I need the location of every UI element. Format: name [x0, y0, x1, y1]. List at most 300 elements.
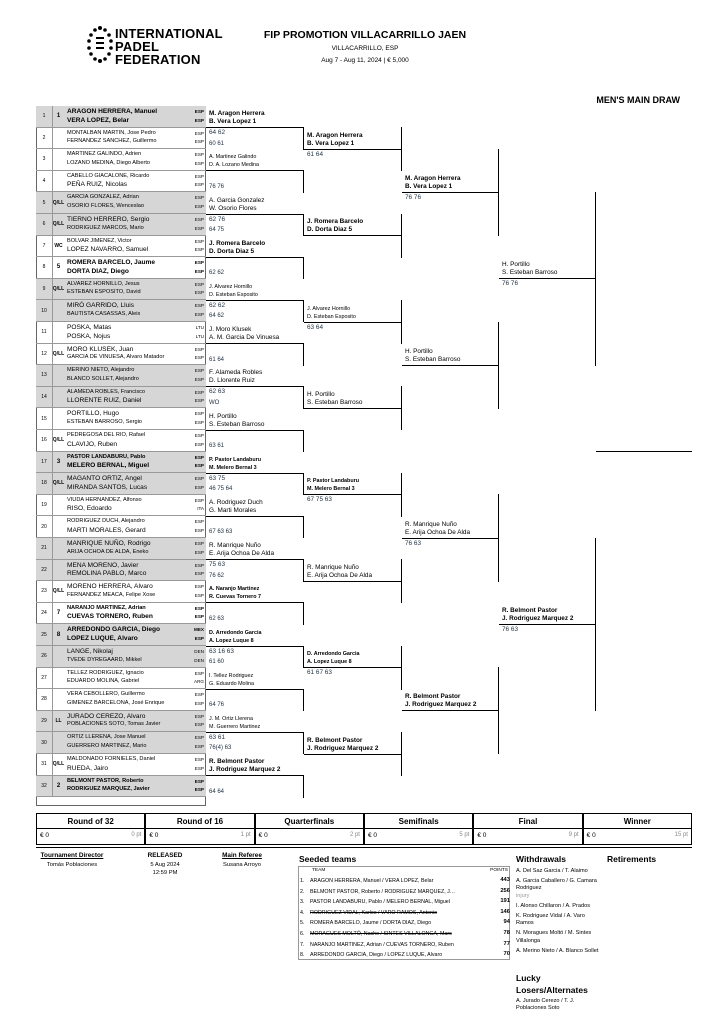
team-name: A. M. Garcia De Vinuesa	[209, 334, 280, 342]
match-score: 76 76	[209, 183, 225, 190]
team-name: M. Aragon Herrera	[405, 174, 461, 182]
withdrawal-entry: A. Merino Nieto / A. Blanco Sollet	[516, 947, 599, 954]
match-score: 76 63	[502, 625, 518, 633]
tournament-director	[36, 852, 108, 868]
player-name: FERNANDEZ MEACA, Felipe Xose	[67, 591, 156, 598]
round-name: Final	[518, 817, 538, 826]
match-score: 61 67 63	[307, 669, 332, 677]
player-country: ESP	[194, 614, 204, 620]
player-country: ESP	[194, 476, 204, 482]
team-name: D. Dorta Diaz 5	[307, 226, 353, 234]
match-score: 64 75	[209, 227, 225, 233]
bracket-line	[303, 473, 304, 496]
player-name: MERINO NIETO, Alejandro	[67, 367, 135, 374]
player-country: ESP	[194, 238, 204, 244]
match-score: 63 61	[209, 443, 225, 449]
team-name: D. Esteban Esposito	[307, 313, 356, 320]
player-name: NARANJO MARTINEZ, Adrian	[67, 604, 146, 611]
seeded-teams-title: Seeded teams	[299, 854, 357, 864]
player-name: TIERNO HERRERO, Sergio	[67, 216, 150, 223]
entry-status: 7	[56, 610, 61, 617]
seeded-team-points: 94	[503, 919, 510, 926]
player-country: ESP	[194, 743, 204, 749]
seeded-team-points: 256	[500, 887, 510, 894]
entry-status	[52, 408, 65, 429]
player-country: ESP	[194, 130, 204, 136]
bracket-line	[303, 170, 304, 193]
draw-position: 17	[36, 452, 53, 473]
bracket-line	[401, 473, 402, 517]
draw-position: 8	[36, 257, 53, 278]
player-country: ARG	[194, 679, 204, 685]
team-name: A. Naranjo Martinez	[209, 586, 260, 593]
team-name: J. Rodriguez Marquez 2	[502, 614, 574, 622]
team-name: R. Belmont Pastor	[502, 606, 558, 614]
withdrawals-title: Withdrawals	[516, 854, 566, 864]
withdrawals-list	[516, 868, 600, 958]
bracket-line	[498, 667, 499, 754]
player-country: ESP	[194, 463, 204, 469]
team-name: J. Alvarez Hornillo	[307, 305, 351, 312]
released-time: 12:59 PM	[152, 870, 178, 876]
td-label: Tournament Director	[40, 852, 104, 859]
player-country: ESP	[194, 376, 204, 382]
player-name: FERNANDEZ SANCHEZ, Guillermo	[67, 138, 157, 145]
team-name: B. Vera Lopez 1	[405, 182, 453, 190]
bracket-line	[206, 732, 304, 733]
bracket-line	[303, 127, 304, 150]
draw-row	[36, 668, 206, 690]
match-score: 60 61	[209, 140, 225, 147]
player-name: MANRIQUE NUÑO, Rodrigo	[67, 540, 151, 547]
withdrawal-entry: K. Rodriguez Vidal / A. Varo Ramos	[516, 913, 585, 927]
draw-position: 14	[36, 387, 53, 408]
entry-status	[52, 646, 65, 667]
entry-status: 5	[56, 264, 61, 271]
player-country: ESP	[194, 109, 204, 114]
footer-divider	[36, 847, 692, 848]
round-prize: € 0	[40, 832, 50, 839]
bracket-line	[304, 322, 402, 323]
player-country: ESP	[194, 247, 204, 253]
cell-divider	[256, 828, 363, 829]
bracket-line	[206, 775, 304, 776]
team-name: B. Vera Lopez 1	[209, 118, 257, 126]
bracket-line	[595, 538, 596, 712]
bracket-line	[402, 538, 499, 539]
player-country: ESP	[194, 217, 204, 222]
draw-position: 31	[36, 754, 53, 775]
seeded-team-name: BELMONT PASTOR, Roberto / RODRIGUEZ MARQUEZ, J…	[310, 888, 456, 895]
player-country: ESP	[194, 160, 204, 166]
player-name: LOPEZ NAVARRO, Samuel	[67, 246, 149, 254]
bracket-line	[206, 516, 304, 517]
player-country: ESP	[194, 389, 204, 395]
round-prize: € 0	[477, 832, 487, 839]
player-name: ALVAREZ HORNILLO, Jesus	[67, 280, 140, 287]
team-name: M. Guerrero Martinez	[209, 723, 261, 730]
draw-position: 22	[36, 560, 53, 581]
match-score: 62 62	[209, 301, 225, 309]
tournament-title: FIP PROMOTION VILLACARRILLO JAEN	[263, 29, 467, 41]
player-name: MELERO BERNAL, Miguel	[67, 462, 150, 470]
draw-row	[36, 365, 206, 387]
player-country: ESP	[194, 562, 204, 568]
player-country: ESP	[194, 765, 204, 771]
bracket-line	[206, 559, 304, 560]
player-name: LLORENTE RUIZ, Daniel	[67, 397, 142, 405]
seeded-team-points: 70	[503, 951, 510, 958]
draw-row	[36, 171, 225, 193]
player-country: ESP	[194, 268, 204, 274]
seeded-team-row	[300, 887, 510, 898]
player-name: POBLACIONES SOTO, Tomas Javier	[67, 721, 161, 728]
player-name: BELMONT PASTOR, Roberto	[67, 777, 144, 784]
draw-position: 2	[36, 128, 53, 149]
seeded-team-points: 443	[500, 877, 510, 883]
draw-row	[36, 430, 225, 452]
bracket-line	[206, 343, 304, 344]
match-score: 76(4) 63	[209, 745, 232, 752]
draw-row	[36, 776, 225, 798]
seeded-team-name: NARANJO MARTINEZ, Adrian / CUEVAS TORNERO, Ruben	[310, 941, 454, 948]
entry-status: Q/LL	[52, 350, 65, 357]
team-name: E. Arija Ochoa De Alda	[209, 550, 275, 558]
release-info	[135, 852, 195, 876]
round-points: 9 pt	[568, 832, 579, 838]
draw-position: 7	[36, 236, 53, 257]
round-name: Semifinals	[398, 817, 439, 826]
td-name: Tomás Poblaciones	[46, 862, 98, 868]
cell-divider	[474, 828, 581, 829]
bracket-line	[303, 343, 304, 366]
withdrawal-entry: N. Moragues Moltó / M. Sintes Villalonga	[516, 930, 592, 944]
player-name: BLANCO SOLLET, Alejandro	[67, 375, 139, 382]
match-score: 63 16 63	[209, 647, 234, 655]
bracket-line	[303, 257, 304, 280]
player-country: ESP	[194, 584, 204, 590]
team-name: W. Osorio Flores	[209, 204, 257, 212]
player-name: RISO, Edoardo	[67, 505, 112, 513]
match-score: 76 76	[502, 280, 518, 288]
draw-row	[36, 279, 206, 301]
player-name: ESTEBAN ESPOSITO, David	[67, 289, 141, 296]
match-score: 62 63	[209, 388, 225, 396]
team-name: R. Belmont Pastor	[405, 693, 461, 701]
draw-row	[36, 754, 206, 776]
player-name: RODRIGUEZ MARCOS, Mario	[67, 224, 144, 231]
entry-status: LL	[55, 718, 62, 725]
team-name: D. Arredondo Garcia	[307, 651, 360, 658]
entry-status	[52, 732, 65, 753]
draw-row	[36, 149, 206, 171]
seed-number: 8.	[300, 952, 305, 959]
player-country: ESP	[194, 311, 204, 317]
entry-status: 1	[56, 113, 61, 120]
match-score: 63 64	[307, 323, 323, 331]
entry-status: WC	[54, 242, 63, 249]
bracket-line	[401, 300, 402, 344]
draw-position: 18	[36, 473, 53, 494]
player-country: ESP	[194, 541, 204, 546]
player-country: LTU	[195, 325, 204, 330]
player-country: MEX	[194, 627, 204, 633]
team-name: S. Esteban Barroso	[405, 355, 461, 363]
player-name: TELLEZ RODRIGUEZ, Ignacio	[67, 669, 144, 676]
round-points: 5 pt	[459, 832, 470, 838]
player-country: ESP	[194, 484, 204, 490]
released-label: RELEASED	[147, 852, 183, 859]
player-name: LOPEZ LUQUE, Alvaro	[67, 634, 138, 642]
bracket-line	[401, 559, 402, 603]
player-country: ESP	[194, 692, 204, 698]
team-name: D. Arredondo Garcia	[209, 629, 262, 636]
team-name: M. Melero Bernal 3	[307, 486, 355, 493]
player-name: PASTOR LANDABURU, Pablo	[67, 453, 146, 460]
match-score: 63 61	[209, 733, 225, 741]
entry-status	[52, 171, 65, 192]
player-country: ESP	[194, 419, 204, 425]
entry-status: Q/LL	[52, 761, 65, 768]
player-country: ESP	[194, 735, 204, 741]
player-country: ESP	[194, 260, 204, 266]
match-score: 61 64	[307, 150, 323, 158]
player-name: PEÑA RUIZ, Nicolas	[67, 181, 128, 189]
team-name: H. Portillo	[209, 412, 237, 420]
bracket-line	[402, 192, 499, 193]
match-score: 62 63	[209, 615, 225, 622]
draw-position: 28	[36, 689, 53, 710]
player-name: TVEDE DYREGAARD, Mikkel	[67, 656, 142, 663]
team-name: S. Esteban Barroso	[502, 269, 558, 277]
cell-divider	[365, 828, 472, 829]
bracket-line	[206, 689, 304, 690]
team-name: M. Aragon Herrera	[307, 131, 363, 139]
team-name: J. Romera Barcelo	[209, 239, 266, 247]
player-country: ESP	[194, 571, 204, 577]
player-country: ITA	[197, 506, 204, 512]
round-points-cell	[583, 813, 692, 845]
draw-position: 32	[36, 776, 53, 797]
draw-row	[36, 711, 206, 733]
bracket-line	[206, 473, 304, 474]
team-name: E. Arija Ochoa De Alda	[405, 528, 471, 536]
entry-status: Q/LL	[52, 286, 65, 293]
draw-position: 10	[36, 300, 53, 321]
seeded-team-row	[300, 950, 510, 961]
team-name: D. Dorta Diaz 5	[209, 247, 255, 255]
seeded-team-row	[300, 918, 510, 929]
player-name: ALAMEDA ROBLES, Francisco	[67, 388, 146, 395]
player-name: MENA MORENO, Javier	[67, 561, 139, 569]
tournament-location: VILLACARRILLO, ESP	[331, 45, 399, 52]
player-name: ARIJA OCHOA DE ALDA, Eneko	[67, 548, 149, 555]
bracket-line	[206, 214, 304, 215]
entry-status: 3	[56, 458, 61, 465]
match-score: WO	[209, 399, 220, 406]
draw-row	[36, 581, 206, 603]
tournament-dates: Aug 7 - Aug 11, 2024 | € 5,000	[321, 57, 409, 64]
player-name: MORENO HERRERA, Alvaro	[67, 583, 153, 591]
team-name: J. M. Ortiz Llerena	[209, 715, 254, 722]
match-score: 76 63	[405, 539, 421, 547]
seeded-team-name: ROMERA BARCELO, Jaume / DORTA DIAZ, Diego	[310, 920, 432, 927]
bracket-line	[303, 689, 304, 712]
team-name: J. Romera Barcelo	[307, 218, 364, 226]
player-country: ESP	[194, 173, 204, 179]
match-score: 64 62	[209, 313, 225, 320]
entry-status	[52, 495, 65, 516]
seed-number: 4.	[300, 909, 305, 916]
player-name: LANGE, Nikolaj	[67, 648, 113, 655]
bracket-line	[595, 192, 596, 366]
entry-status	[52, 560, 65, 581]
player-country: ESP	[194, 722, 204, 728]
team-name: J. Rodriguez Marquez 2	[405, 701, 477, 709]
draw-position: 16	[36, 430, 53, 451]
withdrawal-entry: A. Del Saz Garcia / T. Alaimo	[516, 868, 588, 874]
bracket-line	[401, 646, 402, 690]
team-name: J. Rodriguez Marquez 2	[307, 744, 379, 752]
team-name: R. Manrique Nuño	[405, 520, 457, 528]
player-name: DORTA DIAZ, Diego	[67, 267, 129, 275]
player-name: LOZANO MEDINA, Diego Alberto	[67, 159, 151, 166]
bracket-line	[499, 278, 596, 279]
bracket-line	[402, 710, 499, 711]
seed-number: 1.	[300, 878, 305, 884]
team-name: J. Rodriguez Marquez 2	[209, 766, 281, 774]
match-score: 64 76	[209, 702, 225, 709]
match-score: 76 76	[405, 193, 421, 201]
draw-row	[36, 322, 206, 344]
bracket-line	[206, 170, 304, 171]
round-points: 0 pt	[131, 832, 142, 838]
round-prize: € 0	[586, 832, 596, 839]
bracket-line	[303, 602, 304, 625]
match-score: 61 64	[209, 356, 225, 363]
round-points-cell	[255, 813, 364, 845]
match-score: 62 76	[209, 215, 225, 223]
team-name: A. Garcia Gonzalez	[209, 196, 265, 204]
draw-position: 20	[36, 516, 53, 537]
round-prize: € 0	[149, 832, 159, 839]
player-country: ESP	[194, 139, 204, 145]
withdrawal-entry: injury	[516, 893, 530, 900]
draw-row	[36, 408, 206, 430]
team-name: R. Cuevas Tornero 7	[209, 594, 262, 601]
seed-number: 6.	[300, 931, 305, 937]
bracket-line	[499, 624, 596, 625]
match-score: 63 75	[209, 474, 225, 482]
draw-position: 26	[36, 646, 53, 667]
draw-position: 27	[36, 668, 53, 689]
player-name: BOLVAR JIMENEZ, Victor	[67, 237, 132, 244]
withdrawal-entry: I. Alonso Chillaron / A. Prados	[516, 903, 591, 910]
match-score: 67 63 63	[209, 529, 233, 536]
lucky-loser-entry: A. Jurado Cerezo / T. J. Poblaciones Soto	[516, 998, 575, 1012]
player-country: ESP	[194, 605, 204, 611]
player-name: MAGANTO ORTIZ, Angel	[67, 475, 142, 483]
player-name: JURADO CEREZO, Alvaro	[67, 712, 146, 720]
bracket-line	[304, 494, 402, 495]
player-country: ESP	[194, 527, 204, 533]
team-name: A. Martinez Galindo	[209, 154, 257, 161]
bracket-line	[206, 257, 304, 258]
player-name: MORO KLUSEK, Juan	[67, 345, 134, 353]
player-name: ARREDONDO GARCIA, Diego	[67, 626, 161, 634]
bracket-line	[206, 300, 304, 301]
team-name: R. Belmont Pastor	[307, 736, 363, 744]
player-name: CABELLO GIACALONE, Ricardo	[67, 172, 150, 179]
bracket-line	[303, 516, 304, 539]
fip-logo-icon	[86, 24, 114, 68]
team-name: P. Pastor Landaburu	[209, 456, 262, 463]
player-country: ESP	[194, 519, 204, 525]
cell-divider	[584, 828, 691, 829]
draw-position: 30	[36, 732, 53, 753]
team-name: G. Eduardo Molina	[209, 680, 254, 687]
bracket-line	[401, 386, 402, 430]
bracket-line	[206, 602, 304, 603]
player-country: ESP	[194, 368, 204, 374]
player-name: GIMENEZ BARCELONA, José Enrique	[67, 699, 165, 706]
team-name: R. Belmont Pastor	[209, 758, 265, 766]
winner-line	[596, 451, 692, 452]
draw-position: 11	[36, 322, 53, 343]
draw-row	[36, 495, 206, 517]
cell-divider	[146, 828, 253, 829]
team-name: A. Rodriguez Duch	[209, 498, 263, 506]
team-name: S. Esteban Barroso	[209, 420, 265, 428]
seeded-team-points: 146	[500, 908, 510, 915]
draw-row	[36, 236, 206, 258]
points-column-header: POINTS	[490, 868, 508, 873]
player-country: ESP	[194, 592, 204, 598]
draw-position: 9	[36, 279, 53, 300]
draw-position: 15	[36, 408, 53, 429]
seed-number: 7.	[300, 941, 305, 948]
player-name: MONTALBAN MARTIN, Jose Pedro	[67, 129, 156, 136]
draw-position: 1	[36, 106, 53, 127]
player-country: ESP	[194, 346, 204, 352]
draw-row	[36, 257, 225, 279]
lucky-losers-list	[516, 998, 600, 1013]
draw-position: 4	[36, 171, 53, 192]
player-name: MIRÓ GARRIDO, Lluis	[67, 302, 135, 310]
bracket-line	[401, 214, 402, 258]
entry-status	[52, 668, 65, 689]
round-points: 1 pt	[240, 832, 251, 838]
entry-status: Q/LL	[52, 588, 65, 595]
seed-number: 5.	[300, 920, 305, 927]
entry-status	[52, 300, 65, 321]
round-points-cell	[473, 813, 582, 845]
player-name: VERA LOPEZ, Belar	[67, 116, 130, 124]
federation-logo-text: INTERNATIONAL PADEL FEDERATION	[115, 26, 223, 67]
player-name: ROMERA BARCELO, Jaume	[67, 259, 156, 267]
entry-status	[52, 516, 65, 537]
entry-status	[52, 128, 65, 149]
player-country: ESP	[194, 757, 204, 762]
player-country: ESP	[194, 635, 204, 641]
bracket-line	[304, 754, 402, 755]
player-country: ESP	[194, 441, 204, 447]
player-name: POSKA, Nojus	[67, 332, 111, 340]
player-country: ESP	[194, 281, 204, 287]
player-country: DEN	[194, 649, 204, 654]
round-name: Winner	[623, 817, 651, 826]
player-name: MARTI MORALES, Gerard	[67, 526, 146, 534]
